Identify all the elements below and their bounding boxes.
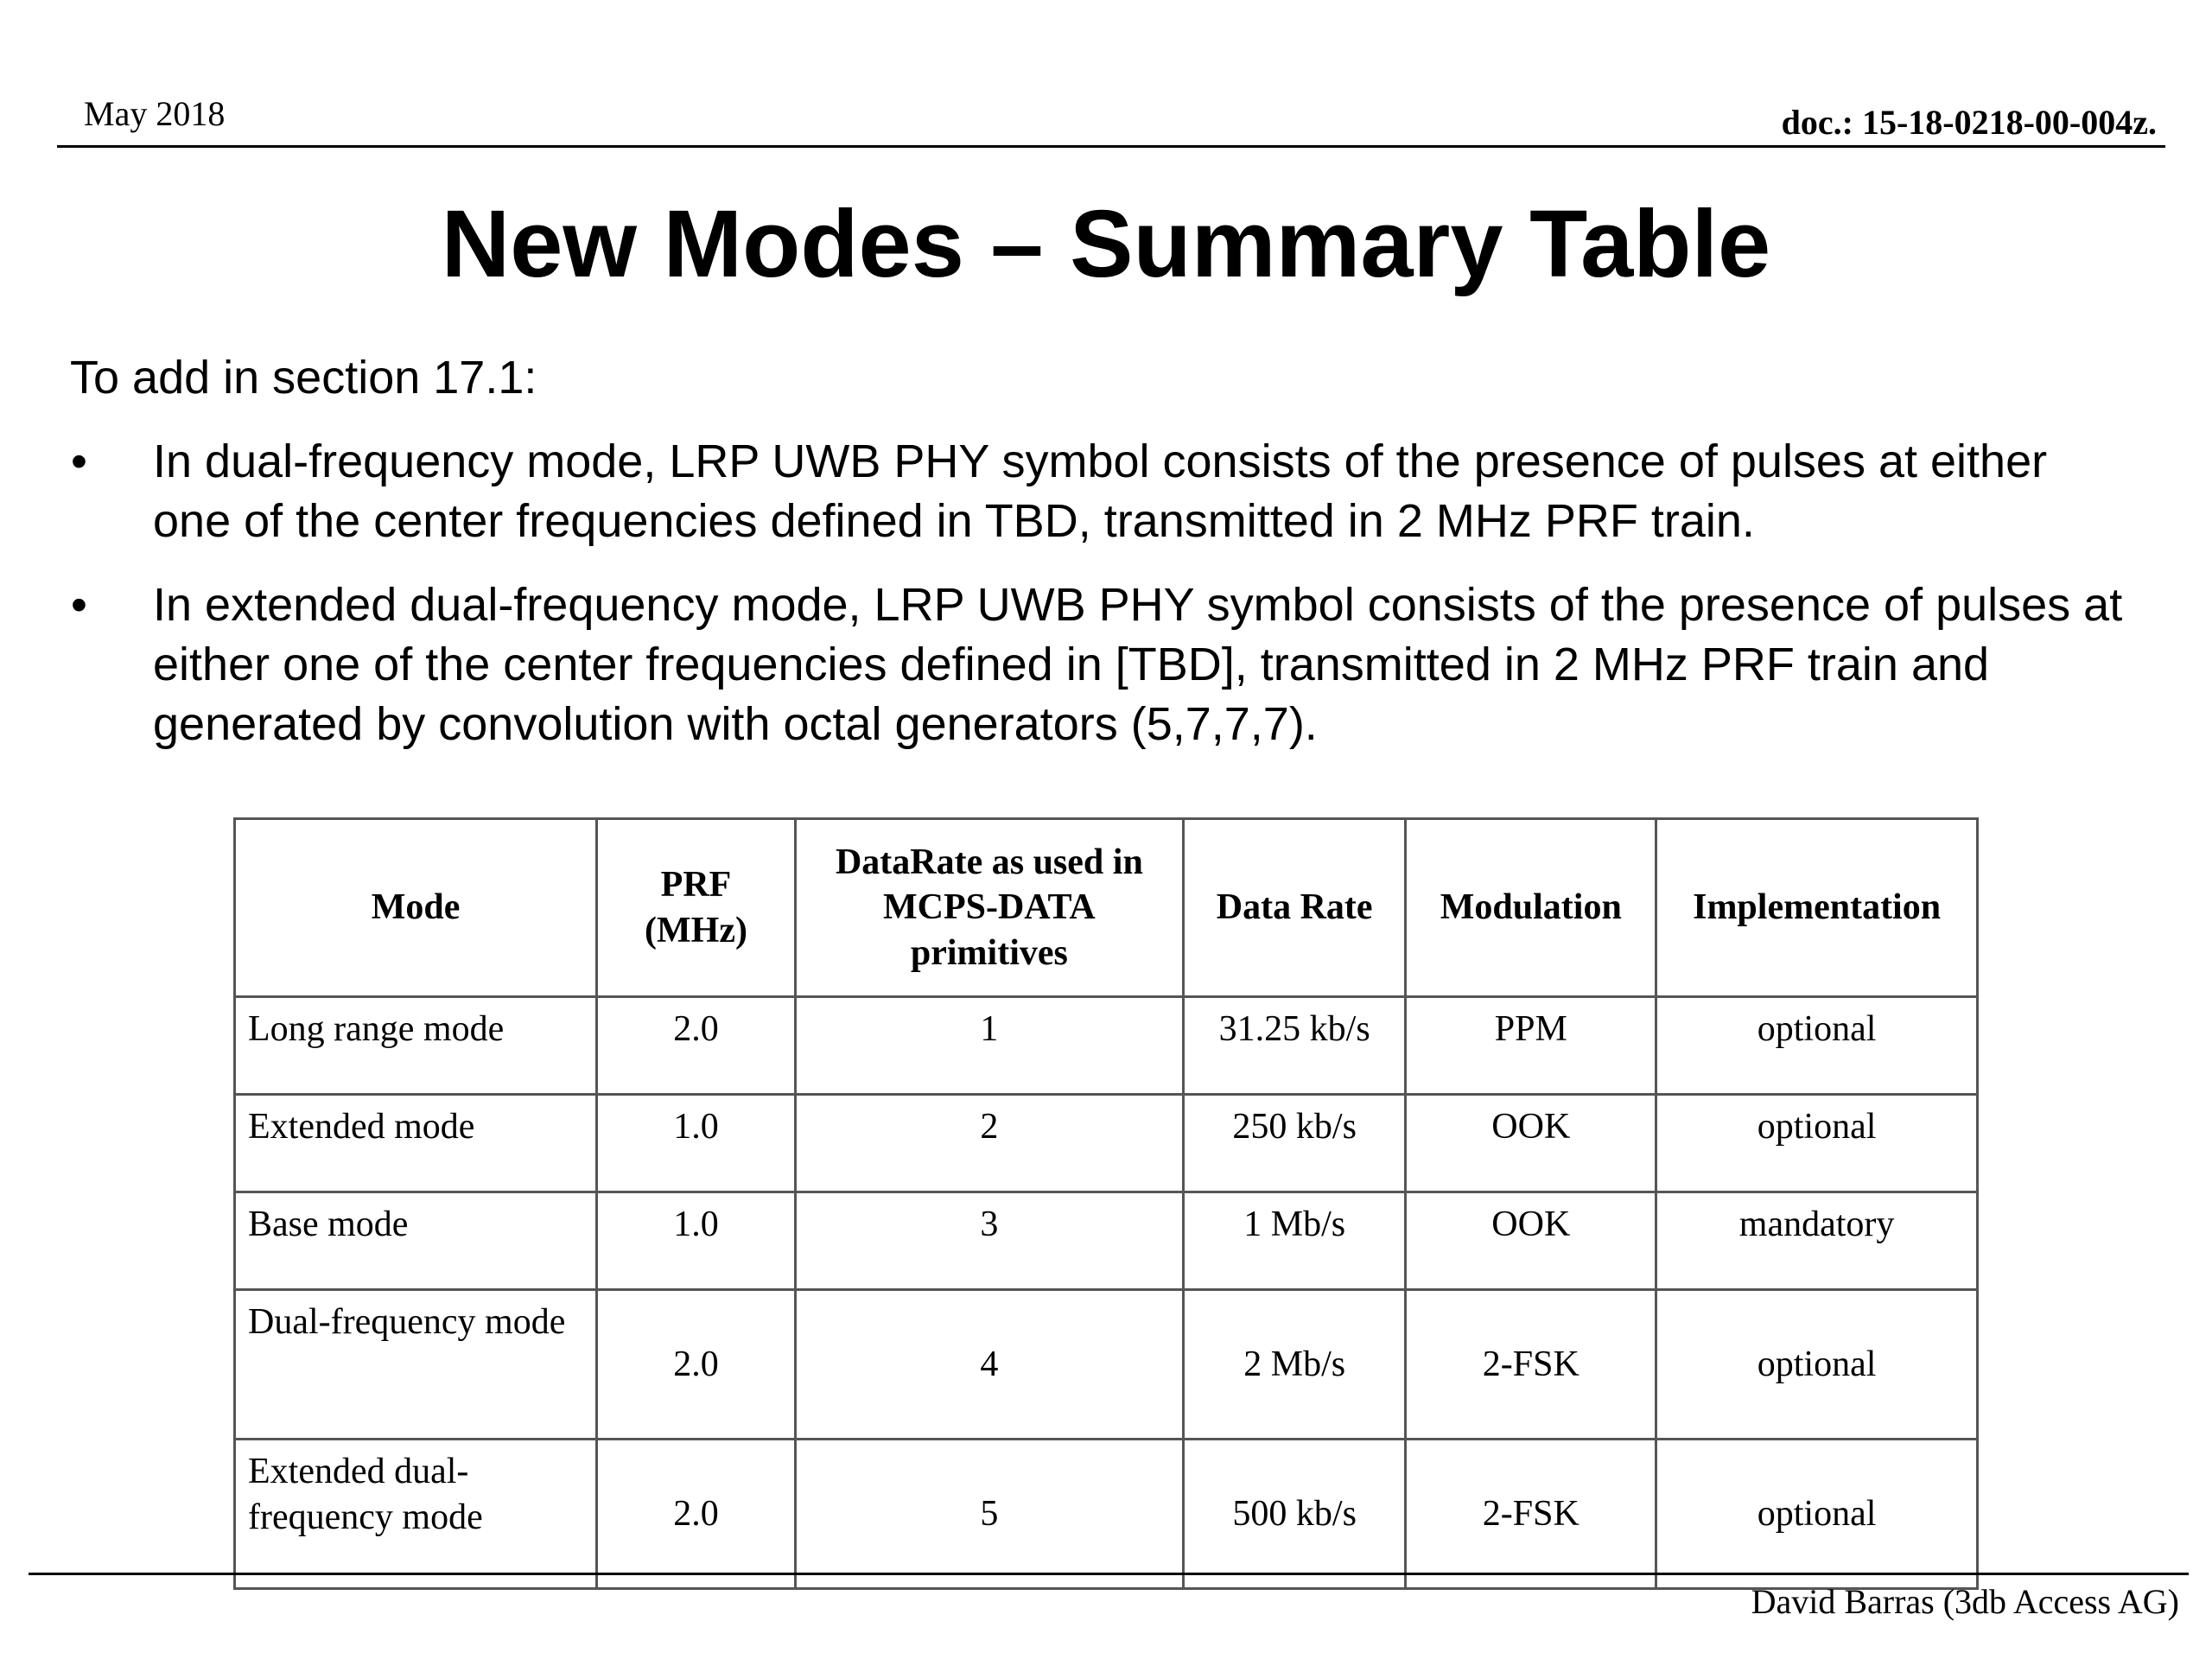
table-row <box>235 1440 1978 1589</box>
column-header-prf: PRF (MHz) <box>597 819 796 997</box>
bullet-text: In dual-frequency mode, LRP UWB PHY symbol consists of the presence of pulses at either one of the center frequencies defined in TBD, transmitted in 2 MHz PRF train. <box>153 435 2048 547</box>
slide-title: New Modes – Summary Table <box>441 191 1771 297</box>
column-header-datarate-primitives: DataRate as used in MCPS-DATA primitives <box>795 819 1183 997</box>
document-id: doc.: 15-18-0218-00-004z. <box>1781 103 2157 142</box>
bullet-item <box>0 575 2212 754</box>
cell-prf: 2.0 <box>597 997 796 1095</box>
cell-mode: Base mode <box>235 1192 597 1290</box>
bullet-marker: • <box>71 435 87 487</box>
cell-prf: 1.0 <box>597 1192 796 1290</box>
table-header-row <box>235 819 1978 997</box>
cell-modulation: OOK <box>1406 1192 1656 1290</box>
bullet-list <box>0 432 2212 779</box>
cell-datarate-primitive: 5 <box>795 1440 1183 1589</box>
cell-mode: Extended mode <box>235 1095 597 1192</box>
cell-datarate-primitive: 2 <box>795 1095 1183 1192</box>
column-header-implementation: Implementation <box>1656 819 1978 997</box>
cell-modulation: 2-FSK <box>1406 1440 1656 1589</box>
cell-prf: 2.0 <box>597 1290 796 1440</box>
cell-data-rate: 250 kb/s <box>1183 1095 1405 1192</box>
modes-summary-table <box>233 817 1979 1590</box>
bullet-marker: • <box>71 579 87 631</box>
cell-datarate-primitive: 1 <box>795 997 1183 1095</box>
intro-text: To add in section 17.1: <box>70 352 537 404</box>
cell-implementation: mandatory <box>1656 1192 1978 1290</box>
cell-data-rate: 2 Mb/s <box>1183 1290 1405 1440</box>
header-date: May 2018 <box>84 94 226 133</box>
footer-divider <box>29 1573 2189 1575</box>
cell-implementation: optional <box>1656 1440 1978 1589</box>
cell-datarate-primitive: 3 <box>795 1192 1183 1290</box>
cell-prf: 1.0 <box>597 1095 796 1192</box>
header-divider <box>57 145 2165 148</box>
cell-mode: Dual-frequency mode <box>235 1290 597 1440</box>
column-header-modulation: Modulation <box>1406 819 1656 997</box>
cell-prf: 2.0 <box>597 1440 796 1589</box>
cell-data-rate: 500 kb/s <box>1183 1440 1405 1589</box>
cell-data-rate: 31.25 kb/s <box>1183 997 1405 1095</box>
footer-author: David Barras (3db Access AG) <box>1751 1582 2179 1621</box>
table-row <box>235 1095 1978 1192</box>
column-header-mode: Mode <box>235 819 597 997</box>
cell-implementation: optional <box>1656 1290 1978 1440</box>
table-row <box>235 1290 1978 1440</box>
cell-implementation: optional <box>1656 1095 1978 1192</box>
cell-modulation: 2-FSK <box>1406 1290 1656 1440</box>
table-row <box>235 997 1978 1095</box>
table-row <box>235 1192 1978 1290</box>
cell-data-rate: 1 Mb/s <box>1183 1192 1405 1290</box>
cell-datarate-primitive: 4 <box>795 1290 1183 1440</box>
bullet-text: In extended dual-frequency mode, LRP UWB PHY symbol consists of the presence of pulses at either one of the center frequencies defined in [TBD], transmitted in 2 MHz PRF train and generated by convolution with octal generators (5,7,7,7). <box>153 579 2123 750</box>
cell-modulation: OOK <box>1406 1095 1656 1192</box>
bullet-item <box>0 432 2212 551</box>
cell-mode: Long range mode <box>235 997 597 1095</box>
column-header-data-rate: Data Rate <box>1183 819 1405 997</box>
cell-implementation: optional <box>1656 997 1978 1095</box>
cell-mode: Extended dual-frequency mode <box>235 1440 597 1589</box>
cell-modulation: PPM <box>1406 997 1656 1095</box>
